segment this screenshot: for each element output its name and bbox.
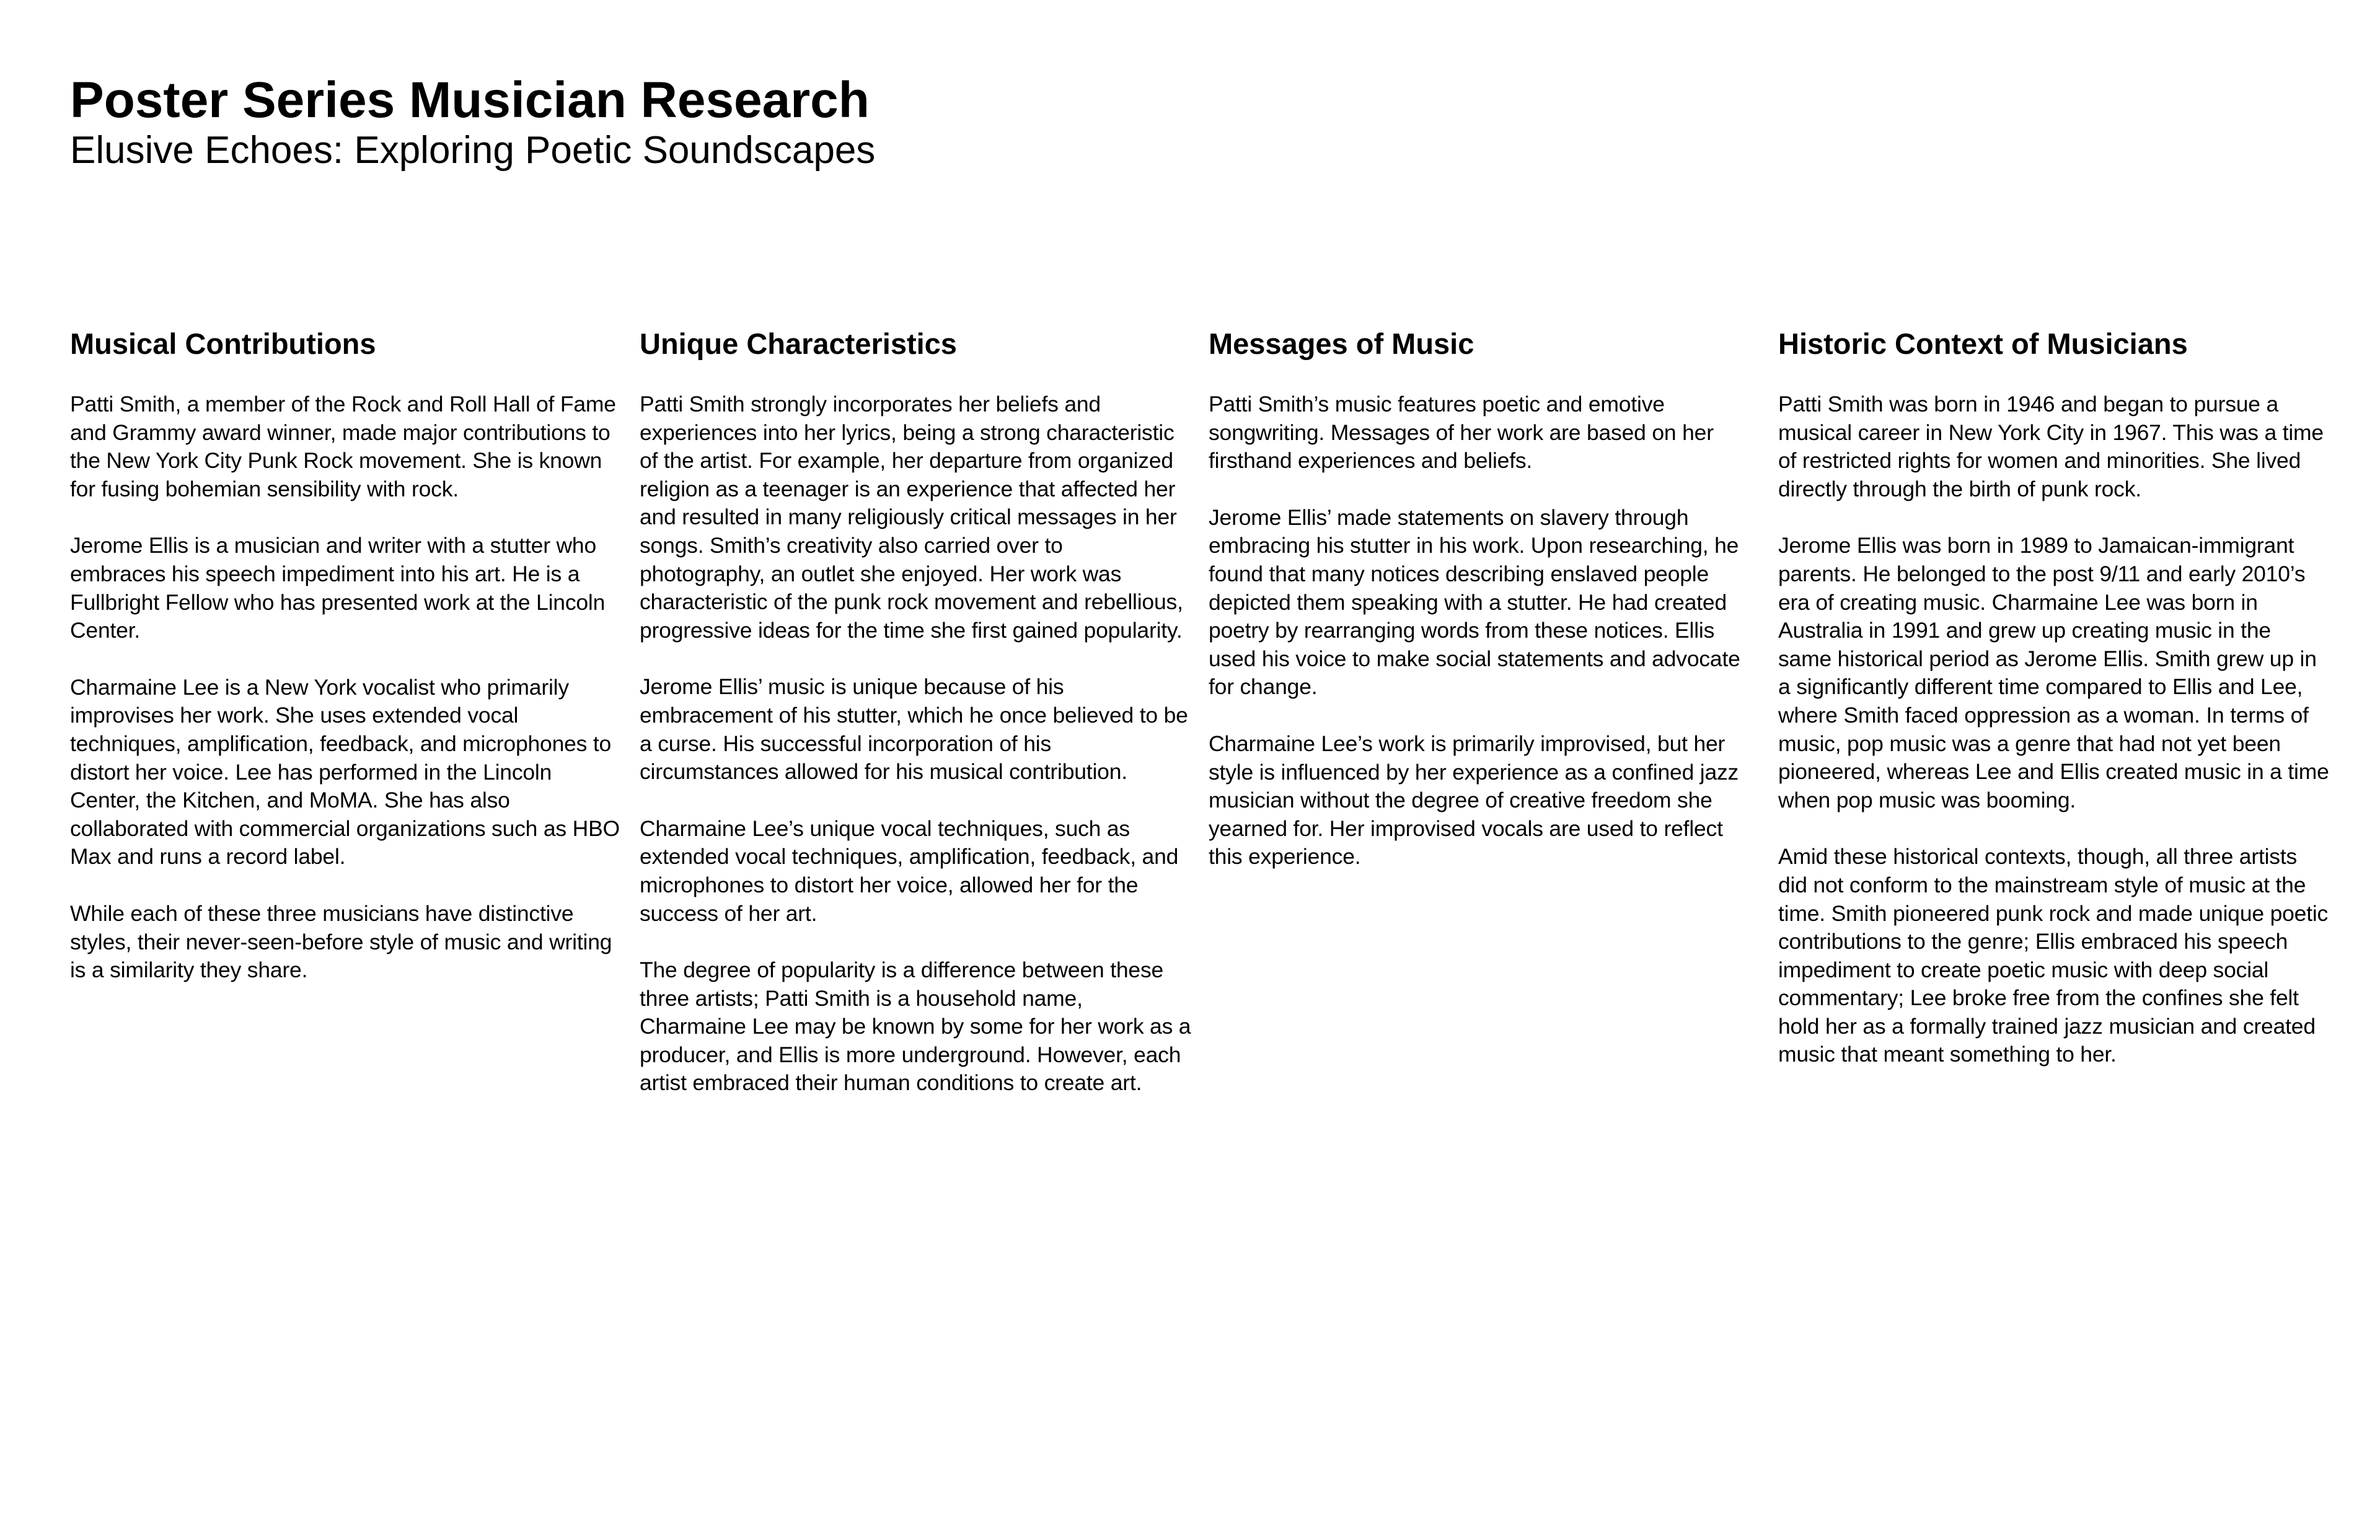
column-body: [1778, 390, 2330, 1069]
body-paragraph: Patti Smith’s music features poetic and emotive songwriting. Messages of her work are based on her firsthand experiences and beliefs.: [1209, 392, 1714, 473]
body-paragraph: Patti Smith strongly incorporates her beliefs and experiences into her lyrics, being a strong characteristic of the artist. For example, her departure from organized religion as a teenager is an experience that affected her and resulted in many religiously critical messages in her songs. Smith’s creativity also carried over to photography, an outlet she enjoyed. Her work was characteristic of the punk rock movement and rebellious, progressive ideas for the time she first gained popularity.: [640, 392, 1183, 643]
column-body: [1209, 390, 1760, 871]
body-paragraph: Jerome Ellis was born in 1989 to Jamaican-immigrant parents. He belonged to the post 9/11 and early 2010’s era of creating music. Charmaine Lee was born in Australia in 1991 and grew up creating music in the same historical period as Jerome Ellis. Smith grew up in a significantly different time compared to Ellis and Lee, where Smith faced oppression as a woman. In terms of music, pop music was a genre that had not yet been pioneered, whereas Lee and Ellis created music in a time when pop music was booming.: [1778, 533, 2329, 812]
body-paragraph: Patti Smith, a member of the Rock and Roll Hall of Fame and Grammy award winner, made major contributions to the New York City Punk Rock movement. She is known for fusing bohemian sensibility with rock.: [70, 392, 616, 501]
body-paragraph: While each of these three musicians have distinctive styles, their never-seen-before style of music and writing is a similarity they share.: [70, 900, 612, 983]
column-body: [640, 390, 1191, 1098]
page-subtitle: Elusive Echoes: Exploring Poetic Soundscapes: [70, 129, 876, 172]
column-unique-characteristics: [640, 322, 1191, 1098]
page-title: Poster Series Musician Research: [70, 72, 870, 128]
body-paragraph: Amid these historical contexts, though, all three artists did not conform to the mainstream style of music at the time. Smith pioneered punk rock and made unique poetic contributions to the genre; Ellis embraced his speech impediment to create poetic music with deep social commentary; Lee broke free from the confines she felt hold her as a formally trained jazz musician and created music that meant something to her.: [1778, 844, 2329, 1067]
column-musical-contributions: [70, 322, 622, 985]
body-paragraph: Charmaine Lee is a New York vocalist who primarily improvises her work. She uses extended vocal techniques, amplification, feedback, and microphones to distort her voice. Lee has performed in the Lincoln Center, the Kitchen, and MoMA. She has also collaborated with commercial organizations such as HBO Max and runs a record label.: [70, 674, 620, 869]
body-paragraph: Jerome Ellis is a musician and writer with a stutter who embraces his speech impediment into his art. He is a Fullbright Fellow who has presented work at the Lincoln Center.: [70, 533, 606, 643]
body-paragraph: Charmaine Lee’s work is primarily improvised, but her style is influenced by her experience as a confined jazz musician without the degree of creative freedom she yearned for. Her improvised vocals are used to reflect this experience.: [1209, 731, 1739, 869]
column-heading: Messages of Music: [1209, 327, 1474, 360]
column-body: [70, 390, 622, 985]
body-paragraph: Jerome Ellis’ music is unique because of his embracement of his stutter, which he once believed to be a curse. His successful incorporation of his circumstances allowed for his musical contribution.: [640, 674, 1188, 785]
column-heading: Historic Context of Musicians: [1778, 327, 2188, 360]
body-paragraph: Patti Smith was born in 1946 and began to pursue a musical career in New York City in 1967. This was a time of restricted rights for women and minorities. She lived directly through the birth of punk rock.: [1778, 392, 2324, 501]
column-heading: Unique Characteristics: [640, 327, 957, 360]
column-messages-of-music: [1209, 322, 1760, 871]
column-heading: Musical Contributions: [70, 327, 376, 360]
column-historic-context: [1778, 322, 2330, 1069]
body-paragraph: Charmaine Lee’s unique vocal techniques, such as extended vocal techniques, amplification, feedback, and microphones to distort her voice, allowed her for the success of her art.: [640, 816, 1179, 926]
body-paragraph: Jerome Ellis’ made statements on slavery through embracing his stutter in his work. Upon researching, he found that many notices describing enslaved people depicted them speaking with a stutter. He had created poetry by rearranging words from these notices. Ellis used his voice to make social statements and advocate for change.: [1209, 504, 1740, 700]
body-paragraph: The degree of popularity is a difference between these three artists; Patti Smith is a household name, Charmaine Lee may be known by some for her work as a producer, and Ellis is more underground. However, each artist embraced their human conditions to create art.: [640, 957, 1191, 1096]
